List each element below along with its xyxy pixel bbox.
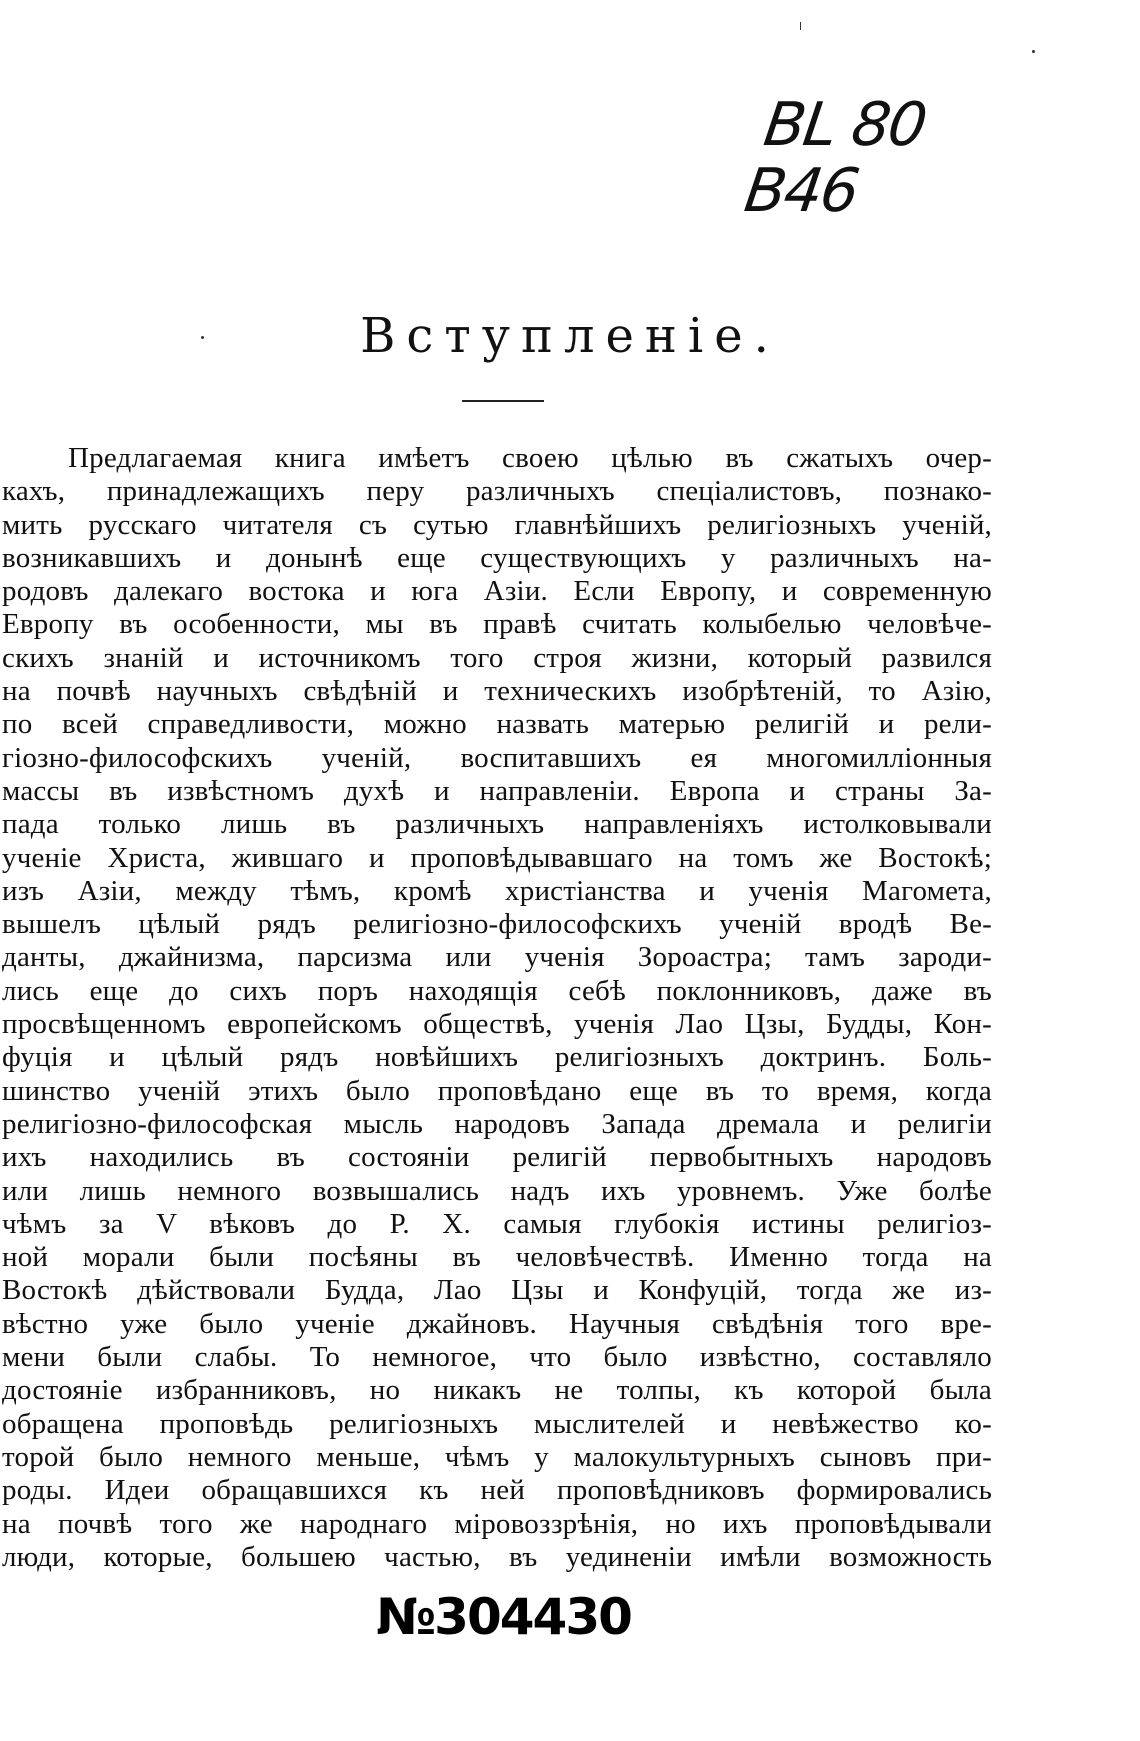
- text-line: Предлагаемая книга имѣетъ своею цѣлью въ сжатыхъ очер-: [68, 442, 992, 474]
- title-divider: [462, 400, 544, 402]
- scan-speck: [800, 22, 801, 30]
- text-line: обращена проповѣдь религіозныхъ мыслителей и невѣжество ко-: [2, 1407, 992, 1440]
- text-line: достояніе избранниковъ, но никакъ не толпы, къ которой была: [2, 1374, 992, 1407]
- text-line: люди, которые, большею частью, въ уединеніи имѣли возможность: [2, 1540, 992, 1573]
- text-line: ихъ находились въ состояніи религій первобытныхъ народовъ: [2, 1141, 992, 1174]
- text-line: ученіе Христа, жившаго и проповѣдывавшаго на томъ же Востокѣ;: [2, 841, 992, 874]
- scan-speck: [1032, 50, 1035, 53]
- text-line: торой было немного меньше, чѣмъ у малокультурныхъ сыновъ при-: [2, 1440, 992, 1473]
- text-line: родовъ далекаго востока и юга Азіи. Если Европу, и современную: [2, 575, 992, 608]
- call-number-line-1: BL 80: [759, 90, 930, 160]
- text-line: религіозно-философская мысль народовъ Запада дремала и религіи: [2, 1107, 992, 1140]
- text-line: просвѣщенномъ европейскомъ обществѣ, ученія Лао Цзы, Будды, Кон-: [2, 1008, 992, 1041]
- text-line: по всей справедливости, можно назвать матерью религій и рели-: [2, 708, 992, 741]
- text-line: на почвѣ того же народнаго міровоззрѣнія, но ихъ проповѣдывали: [2, 1507, 992, 1540]
- text-line: лись еще до сихъ поръ находящія себѣ поклонниковъ, даже въ: [2, 974, 992, 1007]
- text-line: гіозно-философскихъ ученій, воспитавшихъ ея многомилліонныя: [2, 741, 992, 774]
- text-line: Европу въ особенности, мы въ правѣ считать колыбелью человѣче-: [2, 608, 992, 641]
- scan-speck: [201, 336, 204, 339]
- text-line: Востокѣ дѣйствовали Будда, Лао Цзы и Конфуцій, тогда же из-: [2, 1274, 992, 1307]
- text-line: данты, джайнизма, парсизма или ученія Зороастра; тамъ зароди-: [2, 941, 992, 974]
- text-line: роды. Идеи обращавшихся къ ней проповѣдниковъ формировались: [2, 1474, 992, 1507]
- inventory-stamp: №304430: [376, 1588, 631, 1646]
- text-line: массы въ извѣстномъ духѣ и направленіи. Европа и страны За-: [2, 774, 992, 807]
- text-line: мени были слабы. То немногое, что было извѣстно, составляло: [2, 1341, 992, 1374]
- text-line: на почвѣ научныхъ свѣдѣній и техническихъ изобрѣтеній, то Азію,: [2, 675, 992, 708]
- text-line: вышелъ цѣлый рядъ религіозно-философскихъ ученій вродѣ Ве-: [2, 908, 992, 941]
- text-line: шинство ученій этихъ было проповѣдано еще въ то время, когда: [2, 1074, 992, 1107]
- text-line: кахъ, принадлежащихъ перу различныхъ спеціалистовъ, познако-: [2, 475, 992, 508]
- handwritten-call-number: [740, 90, 990, 226]
- text-line: скихъ знаній и источникомъ того строя жизни, который развился: [2, 641, 992, 674]
- text-line: или лишь немного возвышались надъ ихъ уровнемъ. Уже болѣе: [2, 1174, 992, 1207]
- text-line: изъ Азіи, между тѣмъ, кромѣ христіанства и ученія Магомета,: [2, 874, 992, 907]
- text-line: возникавшихъ и донынѣ еще существующихъ у различныхъ на-: [2, 541, 992, 574]
- body-paragraph: [2, 442, 992, 1574]
- text-line: пада только лишь въ различныхъ направленіяхъ истолковывали: [2, 808, 992, 841]
- text-line: ной морали были посѣяны въ человѣчествѣ. Именно тогда на: [2, 1241, 992, 1274]
- text-line: чѣмъ за V вѣковъ до Р. Х. самыя глубокія истины религіоз-: [2, 1207, 992, 1240]
- text-line: мить русскаго читателя съ сутью главнѣйшихъ религіозныхъ ученій,: [2, 508, 992, 541]
- page-title: Вступленіе.: [360, 308, 780, 364]
- text-line: вѣстно уже было ученіе джайновъ. Научныя свѣдѣнія того вре-: [2, 1307, 992, 1340]
- call-number-line-2: B46: [740, 156, 862, 226]
- text-line: фуція и цѣлый рядъ новѣйшихъ религіозныхъ доктринъ. Боль-: [2, 1041, 992, 1074]
